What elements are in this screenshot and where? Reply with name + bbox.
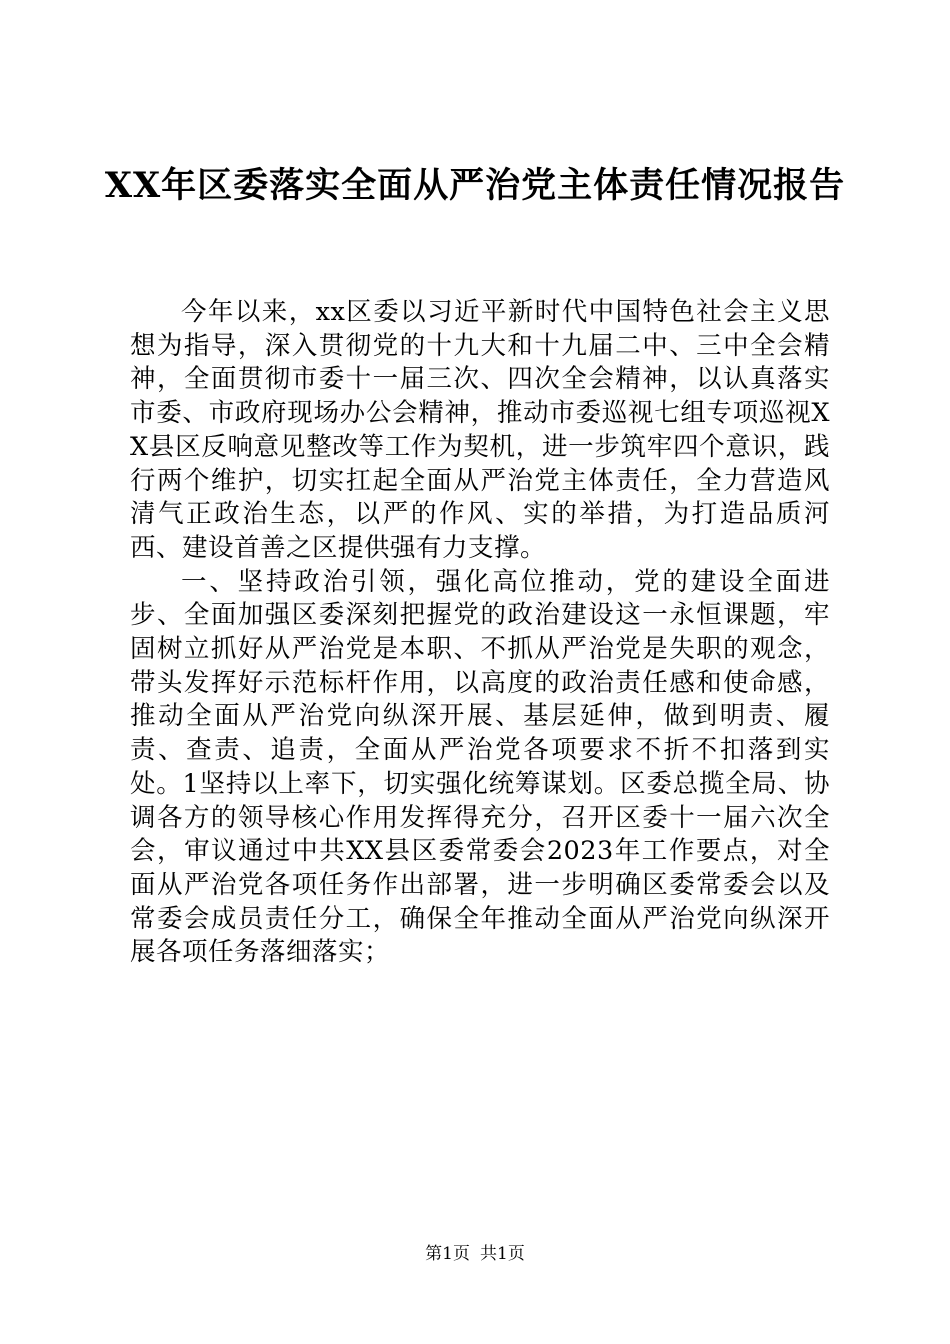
page-footer <box>0 1242 950 1266</box>
paragraph-intro: 今年以来，xx区委以习近平新时代中国特色社会主义思想为指导，深入贯彻党的十九大和十九届二中、三中全会精神，全面贯彻市委十一届三次、四次全会精神，以认真落实市委、市政府现场办公会精神，推动市委巡视七组专项巡视XX县区反响意见整改等工作为契机，进一步筑牢四个意识，践行两个维护，切实扛起全面从严治党主体责任，全力营造风清气正政治生态，以严的作风、实的举措，为打造品质河西、建设首善之区提供强有力支撑。 <box>130 297 830 563</box>
paragraph-section-one: 一、坚持政治引领，强化高位推动，党的建设全面进步、全面加强区委深刻把握党的政治建设这一永恒课题，牢固树立抓好从严治党是本职、不抓从严治党是失职的观念，带头发挥好示范标杆作用，以高度的政治责任感和使命感，推动全面从严治党向纵深开展、基层延伸，做到明责、履责、查责、追责，全面从严治党各项要求不折不扣落到实处。1坚持以上率下，切实强化统筹谋划。区委总揽全局、协调各方的领导核心作用发挥得充分，召开区委十一届六次全会，审议通过中共XX县区委常委会2023年工作要点，对全面从严治党各项任务作出部署，进一步明确区委常委会以及常委会成员责任分工，确保全年推动全面从严治党向纵深开展各项任务落细落实； <box>130 566 830 968</box>
document-title: XX年区委落实全面从严治党主体责任情况报告 <box>104 165 846 206</box>
document-body <box>130 296 830 970</box>
page-total: 共1页 <box>480 1244 525 1264</box>
page-number: 第1页 <box>425 1244 470 1264</box>
